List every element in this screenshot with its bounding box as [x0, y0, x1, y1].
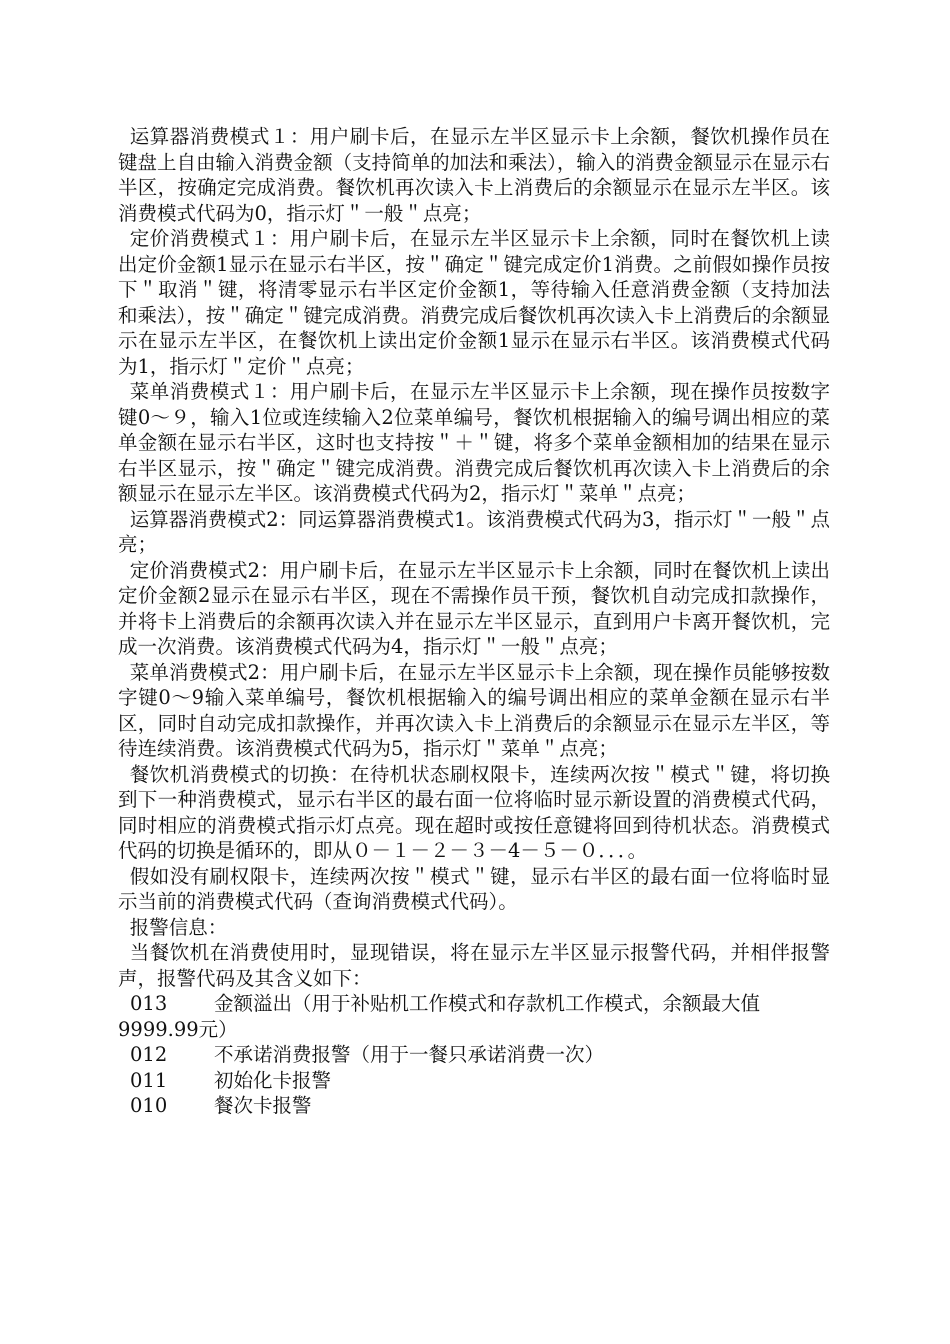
alarm-code: 012: [130, 1043, 168, 1066]
alarm-description: 初始化卡报警: [214, 1068, 332, 1092]
paragraph-mode-switch: 餐饮机消费模式的切换：在待机状态刷权限卡，连续两次按＂模式＂键，将切换到下一种消费模式，显示右半区的最右面一位将临时显示新设置的消费模式代码，同时相应的消费模式指示灯点亮。现在超时或按任意键将回到待机状态。消费模式代码的切换是循环的，即从０－１－２－３－4－５－０．．．。: [118, 762, 830, 862]
paragraph-alarm-intro: 当餐饮机在消费使用时，显现错误，将在显示左半区显示报警代码，并相伴报警声，报警代码及其含义如下：: [118, 941, 830, 990]
paragraph-fixed-price-mode-2: 定价消费模式2：用户刷卡后，在显示左半区显示卡上余额，同时在餐饮机上读出定价金额2显示在显示右半区，现在不需操作员干预，餐饮机自动完成扣款操作，并将卡上消费后的余额再次读入并在显示左半区显示，直到用户卡离开餐饮机，完成一次消费。该消费模式代码为4，指示灯＂一般＂点亮；: [118, 558, 830, 658]
alarm-code: 011: [130, 1068, 168, 1092]
paragraph-menu-mode-1: 菜单消费模式１：用户刷卡后，在显示左半区显示卡上余额，现在操作员按数字键0～９，输入1位或连续输入2位菜单编号，餐饮机根据输入的编号调出相应的菜单金额在显示右半区，这时也支持按＂＋＂键，将多个菜单金额相加的结果在显示右半区显示，按＂确定＂键完成消费。消费完成后餐饮机再次读入卡上消费后的余额显示在显示左半区。该消费模式代码为2，指示灯＂菜单＂点亮；: [118, 380, 830, 505]
paragraph-fixed-price-mode-1: 定价消费模式１：用户刷卡后，在显示左半区显示卡上余额，同时在餐饮机上读出定价金额1显示在显示右半区，按＂确定＂键完成定价1消费。之前假如操作员按下＂取消＂键，将清零显示右半区定价金额1，等待输入任意消费金额（支持加法和乘法），按＂确定＂键完成消费。消费完成后餐饮机再次读入卡上消费后的余额显示在显示左半区，在餐饮机上读出定价金额1显示在显示右半区。该消费模式代码为1，指示灯＂定价＂点亮；: [118, 227, 830, 378]
paragraph-menu-mode-2: 菜单消费模式2：用户刷卡后，在显示左半区显示卡上余额，现在操作员能够按数字键0～9输入菜单编号，餐饮机根据输入的编号调出相应的菜单金额在显示右半区，同时自动完成扣款操作，并再次读入卡上消费后的余额显示在显示左半区，等待连续消费。该消费模式代码为5，指示灯＂菜单＂点亮；: [118, 660, 830, 760]
alarm-code-row: [118, 1093, 830, 1119]
alarm-description: 不承诺消费报警（用于一餐只承诺消费一次）: [214, 1043, 605, 1066]
alarm-code-row: [118, 1042, 830, 1068]
alarm-code-row: [118, 1068, 830, 1094]
alarm-description: 餐次卡报警: [214, 1094, 312, 1117]
document-page: [118, 124, 830, 1119]
section-heading-alarm-info: 报警信息：: [129, 915, 228, 939]
paragraph-calc-mode-2: 运算器消费模式2：同运算器消费模式1。该消费模式代码为3，指示灯＂一般＂点亮；: [118, 507, 830, 556]
paragraph-mode-query: 假如没有刷权限卡，连续两次按＂模式＂键，显示右半区的最右面一位将临时显示当前的消费模式代码（查询消费模式代码）。: [118, 864, 830, 913]
alarm-description: 金额溢出（用于补贴机工作模式和存款机工作模式，余额最大值9999.99元）: [118, 992, 761, 1041]
alarm-code: 010: [130, 1094, 168, 1117]
alarm-code-row: [118, 991, 830, 1042]
paragraph-calc-mode-1: 运算器消费模式１：用户刷卡后，在显示左半区显示卡上余额，餐饮机操作员在键盘上自由输入消费金额（支持简单的加法和乘法），输入的消费金额显示在显示右半区，按确定完成消费。餐饮机再次读入卡上消费后的余额显示在显示左半区。该消费模式代码为0，指示灯＂一般＂点亮；: [118, 125, 830, 225]
alarm-code: 013: [130, 992, 168, 1015]
